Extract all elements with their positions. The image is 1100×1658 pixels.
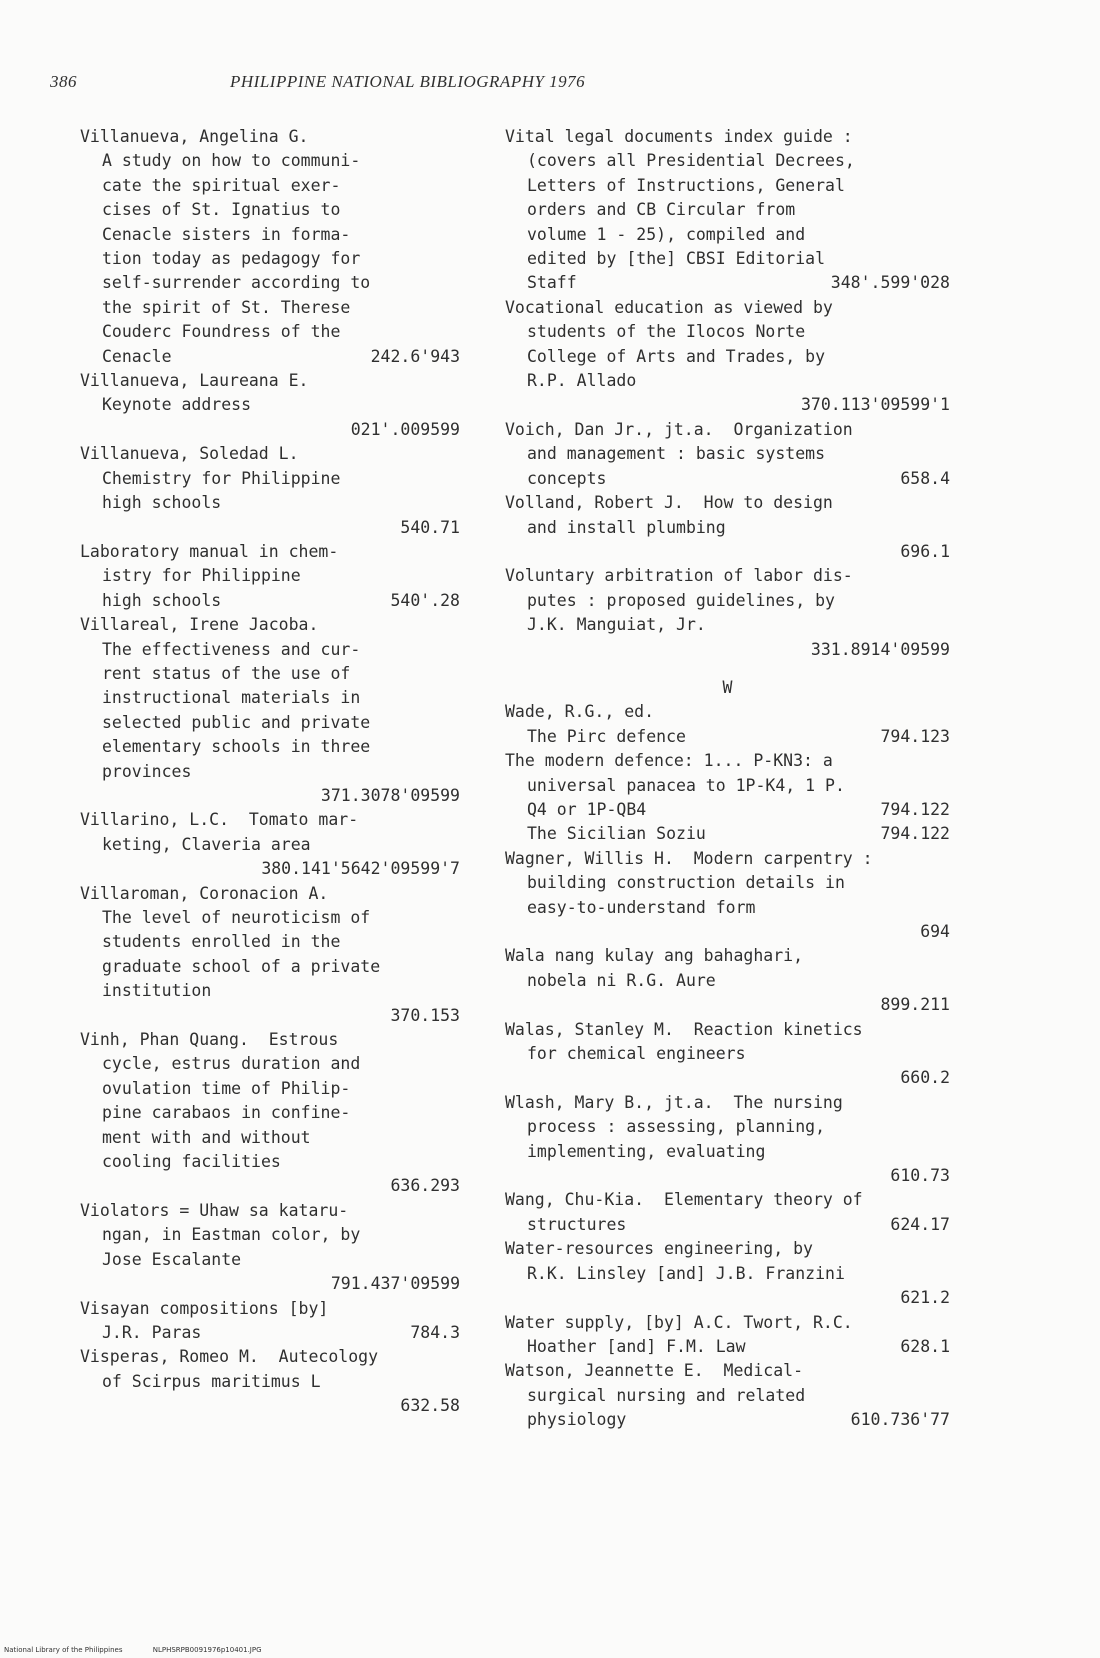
entry-line: Violators = Uhaw sa kataru-: [80, 1200, 349, 1220]
entry-line: The level of neuroticism of: [102, 908, 371, 927]
call-number: 624.17: [890, 1214, 950, 1234]
entry-line: Water supply, [by] A.C. Twort, R.C.: [505, 1312, 853, 1332]
entry-line: universal panacea to 1P-K4, 1 P.: [527, 775, 845, 795]
bibliography-entry: [505, 749, 950, 822]
entry-line: selected public and private: [102, 712, 371, 732]
entry-line: implementing, evaluating: [527, 1141, 766, 1161]
entry-line: pine carabaos in confine-: [102, 1103, 351, 1123]
bibliography-entry: [80, 613, 460, 808]
call-number: 784.3: [410, 1322, 460, 1342]
entry-line: Volland, Robert J. How to design: [505, 493, 833, 513]
entry-line: structures: [527, 1214, 627, 1234]
call-number: 660.2: [900, 1068, 950, 1088]
entry-line: Cenacle sisters in forma-: [102, 224, 351, 244]
call-number: 628.1: [900, 1336, 950, 1356]
bibliography-entry: [505, 1018, 950, 1091]
entry-line: orders and CB Circular from: [527, 200, 796, 220]
entry-line: College of Arts and Trades, by: [527, 346, 826, 366]
entry-line: graduate school of a private: [102, 956, 381, 976]
bibliography-entry: [80, 1028, 460, 1199]
entry-line: building construction details in: [527, 873, 845, 893]
call-number: 540'.28: [390, 590, 460, 610]
entry-line: Wala nang kulay ang bahaghari,: [505, 946, 804, 966]
bibliography-entry: [505, 125, 950, 296]
left-column: [80, 125, 460, 1419]
bibliography-entry: [505, 418, 950, 491]
w-entries: [505, 700, 950, 1432]
entry-line: easy-to-understand form: [527, 897, 756, 917]
entry-line: (covers all Presidential Decrees,: [527, 151, 855, 171]
bibliography-entry: [80, 1345, 460, 1418]
entry-line: high schools: [102, 493, 222, 513]
entry-line: physiology: [527, 1410, 627, 1430]
call-number: 540.71: [400, 517, 460, 537]
entry-line: Villareal, Irene Jacoba.: [80, 615, 319, 635]
entry-line: cate the spiritual exer-: [102, 175, 341, 195]
entry-line: of Scirpus maritimus L: [102, 1371, 321, 1391]
call-number: 794.122: [880, 824, 950, 844]
bibliography-entry: [80, 1199, 460, 1297]
entry-line: Vocational education as viewed by: [505, 297, 833, 317]
entry-line: self-surrender according to: [102, 273, 371, 293]
bibliography-entry: [80, 369, 460, 442]
entry-line: students of the Ilocos Norte: [527, 322, 806, 342]
entry-line: Wlash, Mary B., jt.a. The nursing: [505, 1092, 843, 1112]
entry-line: istry for Philippine: [102, 566, 301, 586]
entry-line: Couderc Foundress of the: [102, 322, 341, 342]
footer-file-name: NLPHSRPB0091976p10401.JPG: [152, 1646, 262, 1654]
entry-line: Keynote address: [102, 395, 252, 415]
entry-line: for chemical engineers: [527, 1044, 746, 1064]
bibliography-entry: [80, 540, 460, 613]
entry-line: The Sicilian Soziu: [527, 824, 706, 844]
entry-line: institution: [102, 981, 212, 1001]
call-number: 370.113'09599'1: [800, 395, 950, 415]
entry-line: Water-resources engineering, by: [505, 1239, 813, 1259]
call-number: 348'.599'028: [830, 273, 950, 293]
entry-line: Chemistry for Philippine: [102, 468, 341, 488]
entry-line: rent status of the use of: [102, 663, 351, 683]
call-number: 380.141'5642'09599'7: [261, 859, 460, 879]
entry-line: R.P. Allado: [527, 371, 637, 391]
entry-line: ngan, in Eastman color, by: [102, 1225, 361, 1245]
entry-line: cycle, estrus duration and: [102, 1054, 361, 1074]
entry-line: Jose Escalante: [102, 1249, 242, 1269]
bibliography-entry: [80, 882, 460, 1028]
bibliography-entry: [80, 1297, 460, 1346]
call-number: 794.122: [880, 799, 950, 819]
entry-line: high schools: [102, 590, 222, 610]
call-number: 621.2: [900, 1288, 950, 1308]
entry-line: J.K. Manguiat, Jr.: [527, 615, 706, 635]
call-number: 636.293: [390, 1176, 460, 1196]
bibliography-entry: [80, 125, 460, 369]
bibliography-entry: [505, 822, 950, 846]
call-number: 021'.009599: [350, 419, 460, 439]
entry-line: cooling facilities: [102, 1152, 281, 1172]
call-number: 370.153: [390, 1005, 460, 1025]
call-number: 696.1: [900, 541, 950, 561]
entry-line: Villanueva, Laureana E.: [80, 371, 309, 391]
entry-line: Wang, Chu-Kia. Elementary theory of: [505, 1190, 863, 1210]
v-entries: [505, 125, 950, 662]
bibliography-entry: [80, 808, 460, 881]
call-number: 791.437'09599: [330, 1274, 460, 1294]
right-column: [505, 125, 950, 1433]
entry-line: Villanueva, Soledad L.: [80, 444, 299, 464]
entry-line: Visayan compositions [by]: [80, 1298, 329, 1318]
entry-line: Villarino, L.C. Tomato mar-: [80, 810, 359, 830]
entry-line: surgical nursing and related: [527, 1385, 806, 1405]
call-number: 610.736'77: [850, 1410, 950, 1430]
entry-line: nobela ni R.G. Aure: [527, 970, 716, 990]
bibliography-entry: [505, 1188, 950, 1237]
call-number: 658.4: [900, 468, 950, 488]
entry-line: Visperas, Romeo M. Autecology: [80, 1347, 379, 1367]
entry-line: volume 1 - 25), compiled and: [527, 224, 806, 244]
entry-line: process : assessing, planning,: [527, 1117, 826, 1137]
entry-line: Hoather [and] F.M. Law: [527, 1336, 746, 1356]
entry-line: ment with and without: [102, 1127, 311, 1147]
entry-line: ovulation time of Philip-: [102, 1078, 351, 1098]
entry-line: Cenacle: [102, 346, 172, 366]
call-number: 371.3078'09599: [320, 785, 460, 805]
call-number: 632.58: [400, 1396, 460, 1416]
entry-line: putes : proposed guidelines, by: [527, 590, 835, 610]
entry-line: Villanueva, Angelina G.: [80, 127, 309, 146]
bibliography-entry: [505, 491, 950, 564]
bibliography-entry: [505, 944, 950, 1017]
bibliography-entry: [505, 564, 950, 662]
entry-line: tion today as pedagogy for: [102, 249, 361, 269]
page-footer: [4, 1646, 290, 1654]
bibliography-entry: [80, 442, 460, 540]
entry-line: The modern defence: 1... P-KN3: a: [505, 751, 833, 771]
entry-line: students enrolled in the: [102, 932, 341, 952]
entry-line: and management : basic systems: [527, 444, 826, 464]
entry-line: Watson, Jeannette E. Medical-: [505, 1361, 804, 1381]
call-number: 694: [920, 922, 950, 941]
call-number: 610.73: [890, 1166, 950, 1186]
section-letter-w: W: [722, 677, 733, 697]
call-number: 331.8914'09599: [810, 639, 950, 659]
bibliography-entry: [505, 1237, 950, 1310]
bibliography-entry: [505, 1091, 950, 1189]
call-number: 899.211: [880, 995, 950, 1015]
bibliography-entry: [505, 700, 950, 749]
entry-line: cises of St. Ignatius to: [102, 200, 341, 220]
entry-line: Villaroman, Coronacion A.: [80, 883, 329, 903]
entry-line: Letters of Instructions, General: [527, 175, 845, 195]
entry-line: Voluntary arbitration of labor dis-: [505, 566, 853, 586]
entry-line: instructional materials in: [102, 688, 361, 708]
entry-line: R.K. Linsley [and] J.B. Franzini: [527, 1263, 845, 1283]
entry-line: Q4 or 1P-QB4: [527, 799, 647, 819]
bibliography-entry: [505, 1311, 950, 1360]
entry-line: edited by [the] CBSI Editorial: [527, 249, 826, 269]
entry-line: Laboratory manual in chem-: [80, 541, 339, 561]
entry-line: Walas, Stanley M. Reaction kinetics: [505, 1019, 863, 1039]
bibliography-entry: [505, 296, 950, 418]
entry-line: Vinh, Phan Quang. Estrous: [80, 1030, 339, 1050]
page-title: PHILIPPINE NATIONAL BIBLIOGRAPHY 1976: [230, 72, 586, 91]
entry-line: Voich, Dan Jr., jt.a. Organization: [505, 419, 853, 439]
call-number: 242.6'943: [370, 346, 460, 366]
entry-line: Vital legal documents index guide :: [505, 127, 853, 146]
entry-line: Wagner, Willis H. Modern carpentry :: [505, 848, 873, 868]
entry-line: Wade, R.G., ed.: [505, 702, 655, 722]
entry-line: keting, Claveria area: [102, 834, 311, 854]
entry-line: The effectiveness and cur-: [102, 639, 361, 659]
entry-line: elementary schools in three: [102, 737, 371, 757]
call-number: 794.123: [880, 726, 950, 746]
entry-line: Staff: [527, 273, 577, 293]
bibliography-entry: [505, 847, 950, 945]
entry-line: A study on how to communi-: [102, 151, 361, 171]
page-number: 386: [50, 72, 77, 91]
bibliography-entry: [505, 1359, 950, 1432]
entry-line: and install plumbing: [527, 517, 726, 537]
entry-line: provinces: [102, 761, 192, 781]
entry-line: the spirit of St. Therese: [102, 297, 351, 317]
entry-line: concepts: [527, 468, 607, 488]
entry-line: J.R. Paras: [102, 1322, 202, 1342]
entry-line: The Pirc defence: [527, 726, 686, 746]
footer-library: National Library of the Philippines: [4, 1646, 123, 1654]
